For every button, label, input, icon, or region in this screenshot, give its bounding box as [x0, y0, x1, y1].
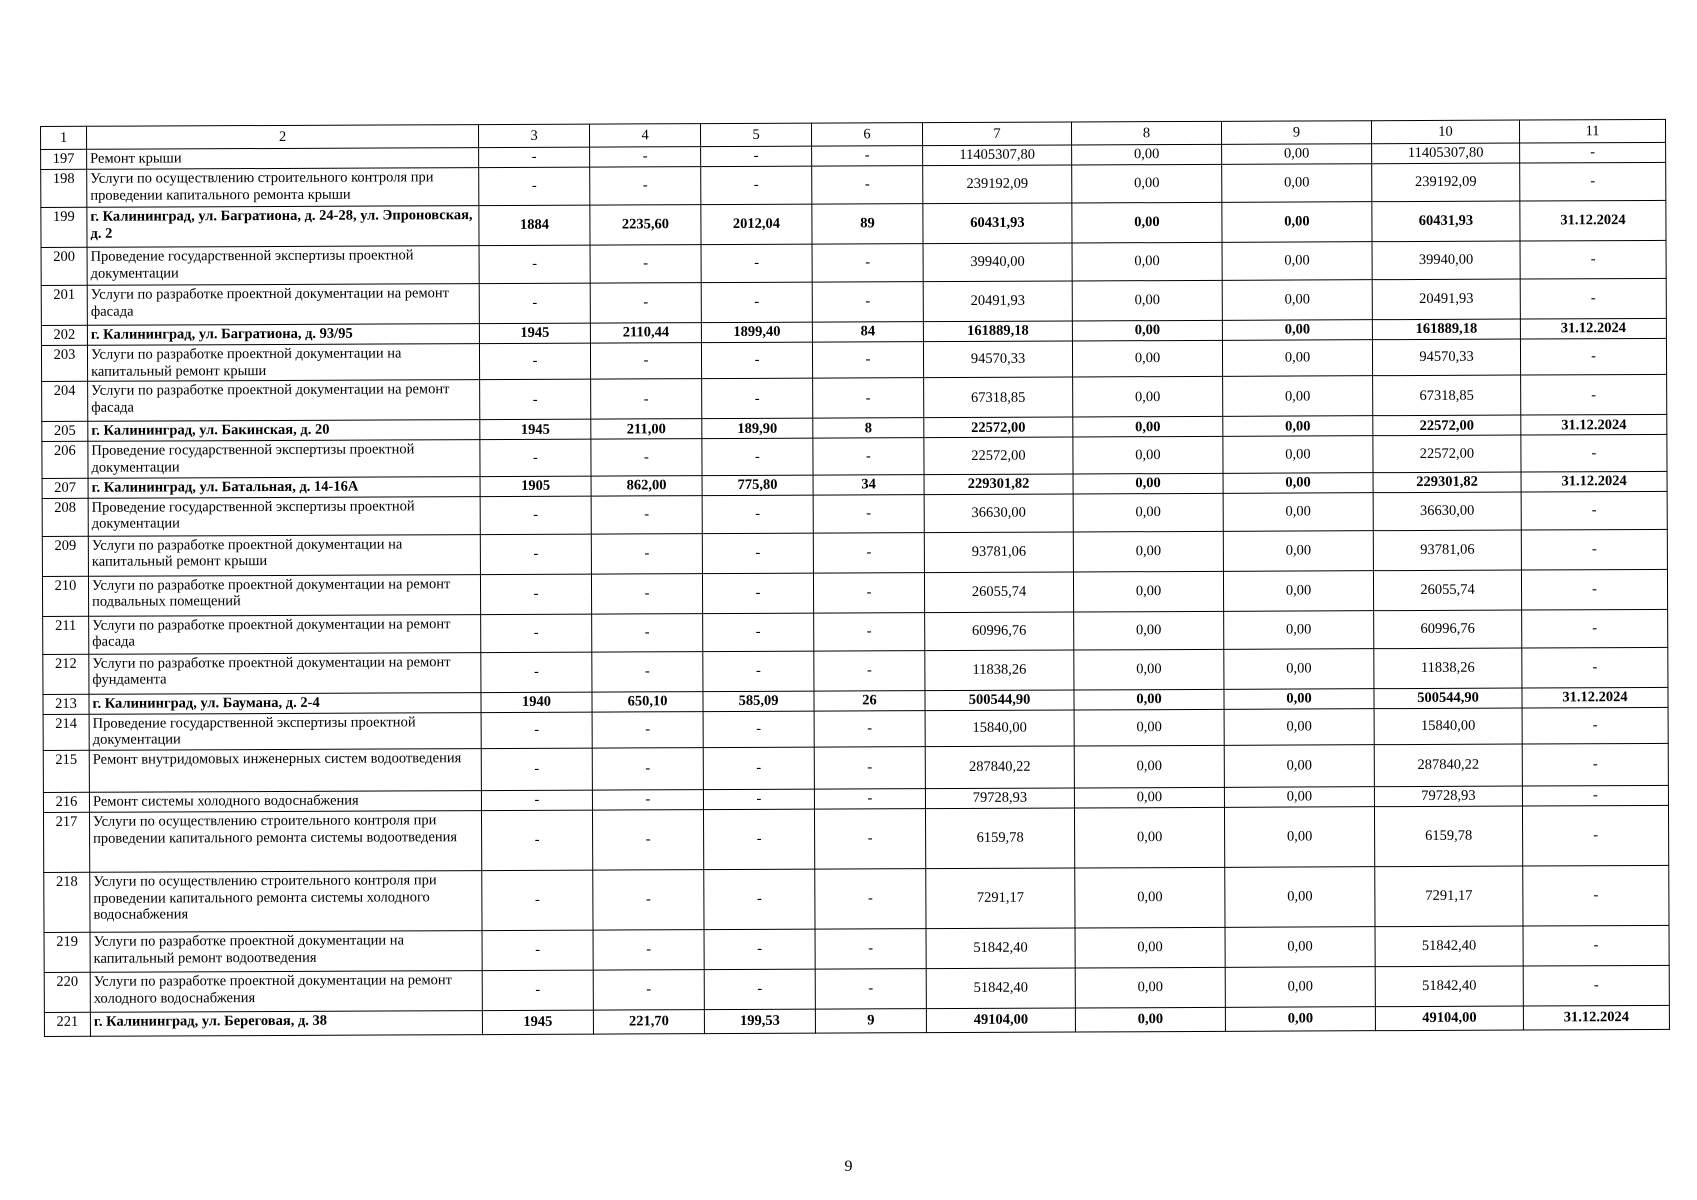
- work-name: Услуги по разработке проектной документации на ремонт подвальных помещений: [88, 574, 480, 616]
- row-number: 197: [41, 149, 87, 169]
- cell-col10: 36630,00: [1373, 492, 1521, 531]
- cell-col7: 49104,00: [926, 1008, 1075, 1033]
- column-header: 2: [87, 125, 479, 150]
- cell-col3: -: [479, 245, 590, 283]
- cell-col3: -: [481, 810, 592, 870]
- cell-col4: -: [590, 245, 701, 283]
- cell-col8: 0,00: [1073, 473, 1223, 494]
- cell-col6: -: [813, 572, 924, 612]
- cell-col3: -: [480, 534, 591, 574]
- work-name: Проведение государственной экспертизы проектной документации: [87, 246, 479, 286]
- cell-col11: -: [1520, 142, 1666, 163]
- row-number: 203: [41, 345, 87, 382]
- cell-col7: 11405307,80: [923, 145, 1072, 166]
- cell-col5: -: [701, 146, 812, 166]
- cell-col6: -: [814, 789, 925, 809]
- cell-col3: 1945: [482, 1010, 593, 1034]
- address-row: [41, 200, 1666, 247]
- cell-col4: -: [590, 283, 701, 323]
- cell-col11: 31.12.2024: [1520, 318, 1666, 339]
- cell-col3: -: [481, 790, 592, 810]
- cell-col4: 211,00: [591, 419, 702, 439]
- cell-col5: -: [704, 869, 815, 929]
- cell-col4: -: [590, 147, 701, 167]
- cell-col11: -: [1522, 707, 1668, 744]
- cell-col4: 650,10: [592, 691, 703, 711]
- cell-col6: 26: [814, 690, 925, 710]
- cell-col11: -: [1521, 375, 1667, 416]
- cell-col9: 0,00: [1224, 807, 1374, 868]
- work-name: Услуги по осуществлению строительного контроля при проведении капитального ремонта крыши: [87, 168, 479, 208]
- cell-col10: 239192,09: [1372, 163, 1520, 202]
- table-row: [43, 805, 1668, 872]
- cell-col8: 0,00: [1074, 745, 1224, 788]
- cell-col3: -: [481, 748, 592, 790]
- work-name: Услуги по осуществлению строительного контроля при проведении капитального ремонта системы холодного водоснабжения: [90, 871, 482, 933]
- cell-col8: 0,00: [1075, 967, 1225, 1008]
- cell-col7: 22572,00: [924, 417, 1073, 438]
- cell-col3: 1940: [481, 692, 592, 712]
- cell-col4: -: [590, 167, 701, 205]
- cell-col5: -: [703, 651, 814, 691]
- cell-col10: 79728,93: [1374, 786, 1522, 807]
- cell-col6: 84: [812, 322, 923, 342]
- work-name: Услуги по разработке проектной документации на ремонт фасада: [88, 380, 480, 422]
- cell-col10: 161889,18: [1372, 319, 1520, 340]
- work-name: Ремонт внутридомовых инженерных систем водоотведения: [89, 749, 481, 793]
- cell-col9: 0,00: [1222, 144, 1372, 165]
- work-name: Ремонт крыши: [87, 148, 479, 170]
- cell-col11: -: [1520, 162, 1666, 201]
- work-name: Ремонт системы холодного водоснабжения: [89, 791, 481, 813]
- cell-col9: 0,00: [1223, 472, 1373, 493]
- cell-col10: 51842,40: [1375, 966, 1523, 1007]
- table-row: [42, 375, 1667, 422]
- column-header: 1: [41, 126, 87, 149]
- cell-col9: 0,00: [1225, 867, 1375, 928]
- cell-col3: -: [480, 439, 591, 476]
- cell-col8: 0,00: [1072, 340, 1222, 377]
- cell-col3: -: [480, 379, 591, 419]
- row-number: 200: [41, 247, 87, 285]
- cell-col7: 39940,00: [923, 243, 1072, 282]
- cell-col4: -: [593, 970, 704, 1010]
- cell-col11: -: [1522, 743, 1668, 786]
- cell-col4: -: [592, 748, 703, 790]
- cell-col4: 2110,44: [590, 323, 701, 343]
- cell-col9: 0,00: [1223, 416, 1373, 437]
- cell-col7: 60431,93: [923, 203, 1072, 244]
- cell-col9: 0,00: [1222, 242, 1372, 281]
- cell-col11: 31.12.2024: [1521, 471, 1667, 492]
- cell-col9: 0,00: [1224, 610, 1374, 649]
- cell-col9: 0,00: [1223, 530, 1373, 571]
- cell-col7: 6159,78: [925, 808, 1074, 869]
- cell-col5: 585,09: [703, 691, 814, 711]
- cell-col5: -: [702, 533, 813, 573]
- cell-col9: 0,00: [1225, 967, 1375, 1008]
- cell-col5: -: [701, 282, 812, 322]
- cell-col9: 0,00: [1224, 787, 1374, 808]
- row-number: 210: [42, 576, 88, 616]
- cell-col5: 199,53: [704, 1009, 815, 1033]
- column-header: 11: [1519, 119, 1665, 143]
- row-number: 220: [44, 972, 90, 1012]
- column-header: 7: [922, 122, 1071, 146]
- cell-col8: 0,00: [1074, 807, 1224, 868]
- cell-col6: -: [813, 378, 924, 418]
- cell-col6: -: [814, 650, 925, 690]
- cell-col8: 0,00: [1075, 867, 1225, 928]
- cell-col9: 0,00: [1223, 376, 1373, 417]
- column-header: 3: [478, 124, 589, 147]
- cell-col3: 1945: [479, 323, 590, 343]
- column-header: 8: [1071, 121, 1221, 145]
- cell-col3: -: [481, 614, 592, 652]
- cell-col11: -: [1522, 785, 1668, 806]
- cell-col3: -: [481, 652, 592, 692]
- table-row: [41, 278, 1666, 325]
- cell-col3: -: [479, 283, 590, 323]
- work-name: Услуги по осуществлению строительного контроля при проведении капитального ремонта системы водоотведения: [89, 811, 481, 873]
- work-name: Услуги по разработке проектной документации на капитальный ремонт крыши: [87, 344, 479, 382]
- cell-col5: -: [703, 789, 814, 809]
- cell-col10: 500544,90: [1374, 688, 1522, 709]
- cell-col11: -: [1521, 435, 1667, 472]
- cell-col5: -: [704, 969, 815, 1009]
- cell-col3: -: [480, 496, 591, 534]
- cell-col11: -: [1522, 805, 1668, 866]
- cell-col11: -: [1521, 491, 1667, 530]
- table-row: [43, 647, 1668, 694]
- cell-col9: 0,00: [1223, 570, 1373, 611]
- cell-col10: 67318,85: [1373, 375, 1521, 416]
- work-name: Проведение государственной экспертизы проектной документации: [88, 440, 480, 478]
- cell-col5: -: [702, 378, 813, 418]
- cell-col10: 6159,78: [1374, 806, 1522, 867]
- row-number: 198: [41, 169, 87, 207]
- cell-col10: 287840,22: [1374, 744, 1522, 787]
- cell-col6: 8: [813, 418, 924, 438]
- cell-col9: 0,00: [1223, 436, 1373, 473]
- cell-col4: -: [593, 930, 704, 970]
- column-header: 6: [811, 123, 922, 146]
- cell-col5: -: [701, 342, 812, 379]
- cell-col6: -: [812, 166, 923, 204]
- cell-col10: 51842,40: [1375, 926, 1523, 967]
- cell-col10: 7291,17: [1375, 866, 1523, 927]
- row-number: 205: [42, 422, 88, 442]
- cell-col8: 0,00: [1074, 649, 1224, 690]
- cell-col6: 89: [812, 204, 923, 244]
- cell-col5: 1899,40: [701, 322, 812, 342]
- table-row: [44, 965, 1669, 1012]
- cell-col8: 0,00: [1072, 144, 1222, 165]
- table-row: [44, 865, 1669, 932]
- work-name: Услуги по разработке проектной документации на ремонт фундамента: [89, 652, 481, 694]
- cell-col6: -: [814, 809, 925, 869]
- work-name: Проведение государственной экспертизы проектной документации: [89, 712, 481, 750]
- cell-col4: -: [592, 651, 703, 691]
- cell-col6: -: [815, 969, 926, 1009]
- cell-col3: -: [480, 574, 591, 614]
- row-number: 201: [41, 285, 87, 325]
- cell-col8: 0,00: [1072, 164, 1222, 203]
- cell-col4: -: [593, 870, 704, 930]
- cell-col7: 36630,00: [924, 494, 1073, 533]
- cell-col5: -: [702, 573, 813, 613]
- cell-col10: 11838,26: [1374, 648, 1522, 689]
- cell-col8: 0,00: [1074, 709, 1224, 746]
- row-number: 211: [43, 616, 89, 654]
- cell-col7: 500544,90: [925, 690, 1074, 711]
- cell-col10: 11405307,80: [1372, 143, 1520, 164]
- cell-col4: -: [592, 613, 703, 651]
- cell-col3: -: [482, 970, 593, 1010]
- row-number: 199: [41, 207, 87, 247]
- cell-col11: 31.12.2024: [1520, 200, 1666, 241]
- cell-col3: -: [479, 167, 590, 205]
- cell-col3: 1945: [480, 419, 591, 439]
- cell-col4: -: [590, 343, 701, 380]
- cell-col5: -: [703, 747, 814, 789]
- cell-col4: -: [591, 573, 702, 613]
- cell-col3: -: [479, 343, 590, 380]
- cell-col11: -: [1522, 609, 1668, 648]
- cell-col5: -: [703, 809, 814, 869]
- cell-col7: 239192,09: [923, 165, 1072, 204]
- cell-col10: 15840,00: [1374, 708, 1522, 745]
- cell-col11: -: [1522, 647, 1668, 688]
- cell-col4: 2235,60: [590, 205, 701, 245]
- cell-col9: 0,00: [1222, 202, 1372, 243]
- address-name: г. Калининград, ул. Багратиона, д. 93/95: [87, 324, 479, 346]
- cell-col11: -: [1523, 965, 1669, 1006]
- row-number: 204: [42, 382, 88, 422]
- cell-col7: 51842,40: [926, 968, 1075, 1009]
- cell-col7: 229301,82: [924, 474, 1073, 495]
- table-row: [42, 529, 1667, 576]
- address-name: г. Калининград, ул. Бакинская, д. 20: [88, 420, 480, 442]
- cell-col4: -: [591, 533, 702, 573]
- row-number: 218: [44, 872, 90, 932]
- cell-col4: -: [592, 810, 703, 870]
- row-number: 206: [42, 442, 88, 479]
- cell-col7: 15840,00: [925, 710, 1074, 747]
- cell-col5: -: [701, 244, 812, 282]
- address-name: г. Калининград, ул. Батальная, д. 14-16А: [88, 476, 480, 498]
- cell-col5: -: [703, 711, 814, 748]
- cell-col8: 0,00: [1075, 1007, 1225, 1032]
- cell-col4: -: [591, 439, 702, 476]
- row-number: 213: [43, 694, 89, 714]
- table-row: [42, 569, 1667, 616]
- address-name: г. Калининград, ул. Береговая, д. 38: [90, 1011, 482, 1037]
- cell-col7: 67318,85: [924, 377, 1073, 418]
- cell-col9: 0,00: [1222, 280, 1372, 321]
- cell-col9: 0,00: [1224, 745, 1374, 788]
- cell-col7: 51842,40: [926, 928, 1075, 969]
- cell-col9: 0,00: [1225, 927, 1375, 968]
- table-row: [44, 925, 1669, 972]
- cell-col8: 0,00: [1073, 493, 1223, 532]
- cell-col6: 34: [813, 474, 924, 494]
- cell-col7: 161889,18: [923, 321, 1072, 342]
- cell-col8: 0,00: [1072, 242, 1222, 281]
- cell-col11: -: [1523, 925, 1669, 966]
- cell-col8: 0,00: [1074, 689, 1224, 710]
- row-number: 219: [44, 932, 90, 972]
- cell-col5: -: [702, 495, 813, 533]
- cell-col6: -: [813, 494, 924, 532]
- row-number: 221: [44, 1012, 90, 1036]
- cell-col6: -: [812, 244, 923, 282]
- cell-col11: -: [1521, 529, 1667, 570]
- cell-col9: 0,00: [1225, 1007, 1375, 1032]
- cell-col9: 0,00: [1224, 688, 1374, 709]
- row-number: 217: [43, 812, 89, 872]
- cell-col8: 0,00: [1074, 787, 1224, 808]
- cell-col11: -: [1521, 569, 1667, 610]
- work-name: Услуги по разработке проектной документации на ремонт фасада: [89, 614, 481, 654]
- cell-col6: -: [814, 612, 925, 650]
- cell-col8: 0,00: [1072, 280, 1222, 321]
- work-name: Проведение государственной экспертизы проектной документации: [88, 496, 480, 536]
- work-name: Услуги по разработке проектной документации на капитальный ремонт водоотведения: [90, 931, 482, 973]
- cell-col7: 22572,00: [924, 437, 1073, 474]
- cell-col11: 31.12.2024: [1522, 687, 1668, 708]
- column-header: 10: [1371, 120, 1519, 144]
- cell-col11: -: [1520, 240, 1666, 279]
- table-row: [43, 743, 1668, 792]
- cell-col6: -: [815, 929, 926, 969]
- work-name: Услуги по разработке проектной документации на капитальный ремонт крыши: [88, 534, 480, 576]
- cell-col6: 9: [815, 1009, 926, 1033]
- cell-col8: 0,00: [1072, 202, 1222, 243]
- row-number: 212: [43, 654, 89, 694]
- cell-col9: 0,00: [1222, 320, 1372, 341]
- address-name: г. Калининград, ул. Багратиона, д. 24-28, ул. Эпроновская, д. 2: [87, 206, 479, 248]
- cell-col7: 79728,93: [925, 788, 1074, 809]
- cell-col10: 60431,93: [1372, 201, 1520, 242]
- cell-col4: -: [591, 495, 702, 533]
- cell-col6: -: [814, 747, 925, 789]
- cell-col7: 60996,76: [925, 612, 1074, 651]
- cell-col6: -: [815, 869, 926, 929]
- cell-col3: -: [479, 147, 590, 167]
- cell-col4: -: [591, 379, 702, 419]
- work-name: Услуги по разработке проектной документации на ремонт холодного водоснабжения: [90, 971, 482, 1013]
- cell-col10: 20491,93: [1372, 279, 1520, 320]
- cell-col8: 0,00: [1072, 320, 1222, 341]
- cell-col3: 1884: [479, 205, 590, 245]
- cell-col10: 49104,00: [1375, 1006, 1523, 1031]
- cell-col5: 775,80: [702, 475, 813, 495]
- cell-col3: -: [481, 712, 592, 749]
- cell-col3: -: [482, 870, 593, 930]
- cell-col8: 0,00: [1073, 531, 1223, 572]
- work-name: Услуги по разработке проектной документации на ремонт фасада: [87, 284, 479, 326]
- cell-col10: 229301,82: [1373, 472, 1521, 493]
- cell-col7: 26055,74: [924, 572, 1073, 613]
- cell-col10: 60996,76: [1374, 610, 1522, 649]
- cell-col10: 94570,33: [1372, 339, 1520, 376]
- cell-col10: 22572,00: [1373, 435, 1521, 472]
- cell-col11: 31.12.2024: [1521, 415, 1667, 436]
- row-number: 209: [42, 536, 88, 576]
- cell-col7: 93781,06: [924, 532, 1073, 573]
- cell-col9: 0,00: [1224, 648, 1374, 689]
- cell-col11: 31.12.2024: [1523, 1005, 1669, 1030]
- cell-col9: 0,00: [1222, 164, 1372, 203]
- cell-col8: 0,00: [1074, 611, 1224, 650]
- cell-col9: 0,00: [1223, 492, 1373, 531]
- cell-col9: 0,00: [1222, 340, 1372, 377]
- row-number: 202: [41, 325, 87, 345]
- cell-col7: 94570,33: [923, 341, 1072, 378]
- cell-col4: 862,00: [591, 475, 702, 495]
- cell-col5: -: [701, 166, 812, 204]
- cell-col6: -: [813, 438, 924, 475]
- column-header: 5: [700, 123, 811, 146]
- cell-col7: 20491,93: [923, 281, 1072, 322]
- cell-col11: -: [1523, 865, 1669, 926]
- cell-col5: -: [703, 613, 814, 651]
- cell-col11: -: [1520, 278, 1666, 319]
- cell-col6: -: [812, 146, 923, 166]
- cell-col10: 39940,00: [1372, 241, 1520, 280]
- cell-col8: 0,00: [1075, 927, 1225, 968]
- cell-col5: -: [702, 438, 813, 475]
- cell-col4: -: [592, 711, 703, 748]
- cell-col7: 11838,26: [925, 650, 1074, 691]
- cell-col6: -: [812, 342, 923, 379]
- cell-col8: 0,00: [1073, 417, 1223, 438]
- page-number: 9: [844, 1158, 853, 1175]
- repair-program-table: [40, 119, 1670, 1037]
- row-number: 215: [43, 750, 89, 792]
- cell-col3: 1905: [480, 476, 591, 496]
- cell-col8: 0,00: [1073, 437, 1223, 474]
- cell-col8: 0,00: [1073, 377, 1223, 418]
- address-name: г. Калининград, ул. Баумана, д. 2-4: [89, 692, 481, 714]
- row-number: 208: [42, 498, 88, 536]
- cell-col9: 0,00: [1224, 708, 1374, 745]
- column-header: 4: [589, 124, 700, 147]
- cell-col6: -: [812, 282, 923, 322]
- row-number: 216: [43, 792, 89, 812]
- cell-col10: 93781,06: [1373, 530, 1521, 571]
- cell-col6: -: [813, 532, 924, 572]
- cell-col5: -: [704, 929, 815, 969]
- cell-col7: 7291,17: [926, 868, 1075, 929]
- cell-col10: 22572,00: [1373, 415, 1521, 436]
- cell-col6: -: [814, 710, 925, 747]
- cell-col7: 287840,22: [925, 746, 1074, 789]
- cell-col4: 221,70: [593, 1010, 704, 1034]
- row-number: 207: [42, 478, 88, 498]
- cell-col5: 189,90: [702, 418, 813, 438]
- cell-col11: -: [1520, 338, 1666, 375]
- cell-col8: 0,00: [1073, 571, 1223, 612]
- cell-col4: -: [592, 790, 703, 810]
- cell-col5: 2012,04: [701, 204, 812, 244]
- cell-col10: 26055,74: [1373, 570, 1521, 611]
- row-number: 214: [43, 714, 89, 751]
- column-header: 9: [1221, 121, 1371, 145]
- cell-col3: -: [482, 930, 593, 970]
